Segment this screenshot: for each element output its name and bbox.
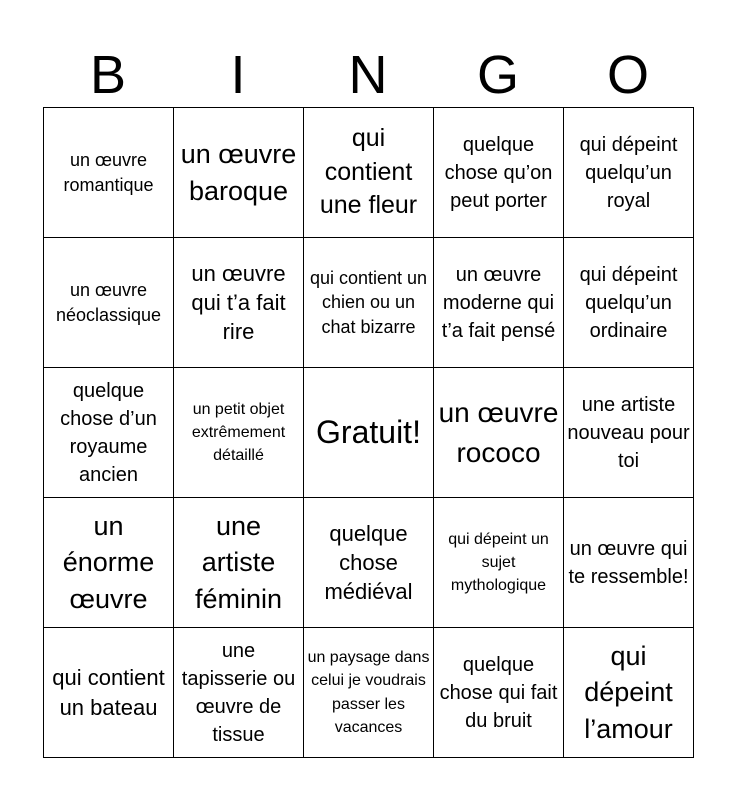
cell-text: une tapisserie ou œuvre de tissue xyxy=(181,639,296,746)
header-letter-g: G xyxy=(476,45,519,105)
cell-text: qui dépeint un sujet mythologique xyxy=(448,530,549,595)
bingo-cell[interactable] xyxy=(564,108,694,238)
cell-text: un petit objet extrêmement détaillé xyxy=(191,400,286,465)
header-letter-o: O xyxy=(606,45,649,105)
cell-text: qui dépeint quelqu’un ordinaire xyxy=(579,263,678,342)
cell-text: un œuvre rococo xyxy=(438,397,559,468)
cell-text: qui contient un bateau xyxy=(52,665,165,720)
bingo-board xyxy=(43,107,694,758)
cell-text: quelque chose médiéval xyxy=(324,520,413,605)
bingo-cell[interactable] xyxy=(44,368,174,498)
cell-text: une artiste nouveau pour toi xyxy=(567,393,690,472)
board-row xyxy=(44,238,694,368)
header-letter-i: I xyxy=(230,45,246,105)
free-cell[interactable] xyxy=(304,368,434,498)
header-letter-b: B xyxy=(89,45,127,105)
cell-text: un œuvre néoclassique xyxy=(55,280,162,325)
cell-text: qui contient un chien ou un chat bizarre xyxy=(309,268,428,337)
bingo-cell[interactable] xyxy=(44,498,174,628)
board-row xyxy=(44,628,694,758)
bingo-cell[interactable] xyxy=(44,628,174,758)
bingo-cell[interactable] xyxy=(304,108,434,238)
cell-text: un paysage dans celui je voudrais passer les vacances xyxy=(307,649,430,736)
bingo-cell[interactable] xyxy=(434,238,564,368)
bingo-cell[interactable] xyxy=(174,628,304,758)
bingo-cell[interactable] xyxy=(564,368,694,498)
cell-text: qui dépeint quelqu’un royal xyxy=(579,133,678,212)
cell-text: un œuvre qui te ressemble! xyxy=(568,537,689,588)
bingo-cell[interactable] xyxy=(434,368,564,498)
bingo-cell[interactable] xyxy=(44,108,174,238)
cell-text: un énorme œuvre xyxy=(62,510,155,614)
board-row xyxy=(44,368,694,498)
bingo-cell[interactable] xyxy=(434,498,564,628)
board-row xyxy=(44,108,694,238)
bingo-cell[interactable] xyxy=(174,238,304,368)
bingo-cell[interactable] xyxy=(434,628,564,758)
bingo-cell[interactable] xyxy=(304,498,434,628)
bingo-cell[interactable] xyxy=(564,498,694,628)
bingo-cell[interactable] xyxy=(174,498,304,628)
bingo-cell[interactable] xyxy=(174,108,304,238)
bingo-cell[interactable] xyxy=(44,238,174,368)
cell-text: un œuvre romantique xyxy=(63,150,154,195)
cell-text: qui dépeint l’amour xyxy=(584,640,673,744)
cell-text: quelque chose qu’on peut porter xyxy=(444,133,553,212)
bingo-cell[interactable] xyxy=(434,108,564,238)
header-letter-n: N xyxy=(348,45,388,105)
bingo-cell[interactable] xyxy=(174,368,304,498)
bingo-cell[interactable] xyxy=(564,628,694,758)
cell-text: un œuvre baroque xyxy=(180,139,297,206)
bingo-header xyxy=(43,42,693,108)
board-row xyxy=(44,498,694,628)
cell-text: Gratuit! xyxy=(316,414,421,451)
cell-text: un œuvre qui t’a fait rire xyxy=(191,260,286,345)
cell-text: quelque chose d’un royaume ancien xyxy=(60,379,157,486)
cell-text: qui contient une fleur xyxy=(319,123,418,220)
cell-text: un œuvre moderne qui t’a fait pensé xyxy=(441,263,556,342)
cell-text: une artiste féminin xyxy=(194,510,283,614)
cell-text: quelque chose qui fait du bruit xyxy=(439,653,558,732)
bingo-cell[interactable] xyxy=(564,238,694,368)
bingo-cell[interactable] xyxy=(304,628,434,758)
bingo-cell[interactable] xyxy=(304,238,434,368)
